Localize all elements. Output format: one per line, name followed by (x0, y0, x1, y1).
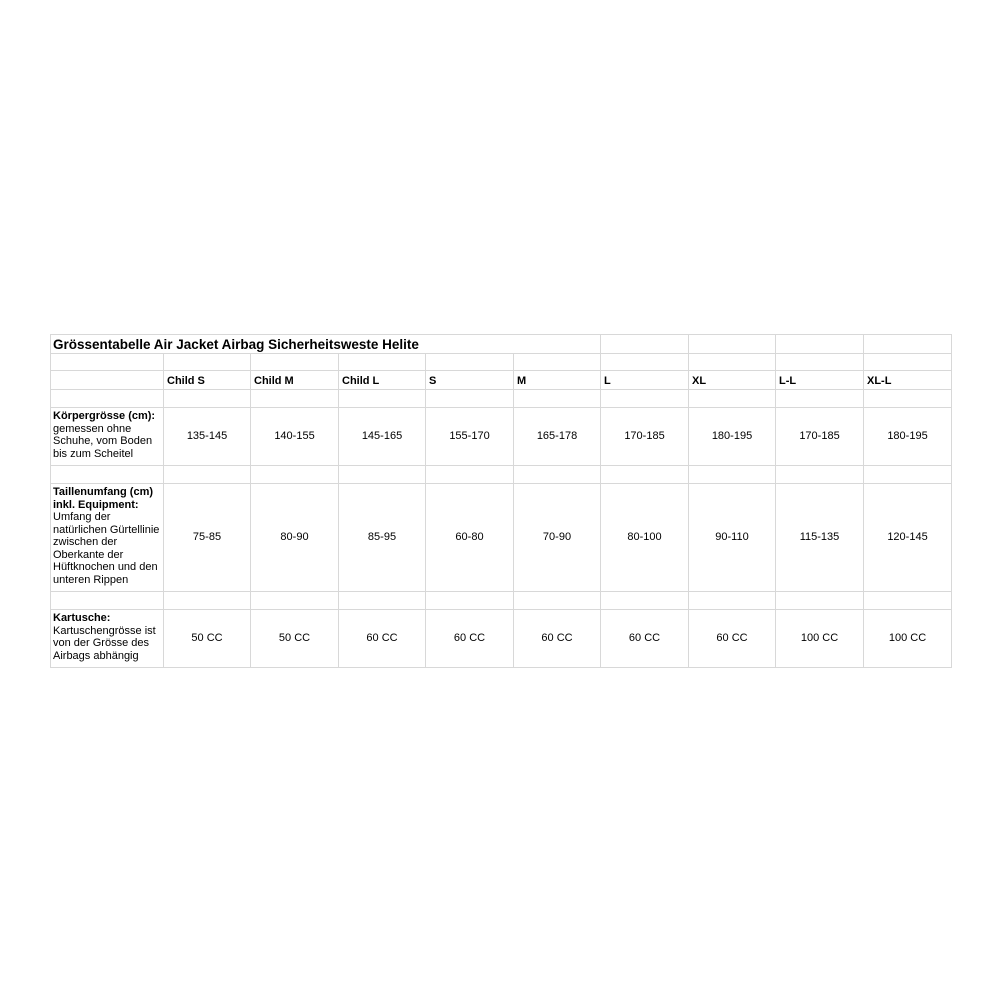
empty-cell (689, 466, 776, 484)
empty-cell (50, 592, 164, 610)
value-cell: 80-100 (601, 484, 689, 592)
empty-cell (251, 466, 339, 484)
value-cell: 140-155 (251, 408, 339, 466)
empty-cell (776, 354, 864, 371)
empty-cell (601, 354, 689, 371)
row-label-cartridge (50, 610, 164, 668)
size-header-child-s: Child S (164, 371, 251, 390)
empty-cell (514, 354, 601, 371)
value-cell: 60 CC (426, 610, 514, 668)
value-cell: 180-195 (864, 408, 952, 466)
value-cell: 80-90 (251, 484, 339, 592)
empty-cell (514, 466, 601, 484)
value-cell: 90-110 (689, 484, 776, 592)
empty-cell (339, 354, 426, 371)
value-cell: 180-195 (689, 408, 776, 466)
value-cell: 60 CC (601, 610, 689, 668)
empty-cell (426, 354, 514, 371)
empty-cell (864, 334, 952, 354)
value-cell: 50 CC (164, 610, 251, 668)
value-cell: 170-185 (776, 408, 864, 466)
empty-cell (251, 390, 339, 408)
size-header-l-l: L-L (776, 371, 864, 390)
empty-cell (164, 466, 251, 484)
value-cell: 60-80 (426, 484, 514, 592)
empty-cell (426, 390, 514, 408)
value-cell: 170-185 (601, 408, 689, 466)
size-header-xl: XL (689, 371, 776, 390)
size-header-xl-l: XL-L (864, 371, 952, 390)
empty-cell (50, 354, 164, 371)
value-cell: 115-135 (776, 484, 864, 592)
row-label-description: Kartuschengrösse ist von der Grösse des Airbags abhängig (53, 624, 156, 662)
row-label-description: gemessen ohne Schuhe, vom Boden bis zum Scheitel (53, 422, 153, 460)
empty-cell (164, 592, 251, 610)
empty-cell (776, 334, 864, 354)
empty-cell (514, 334, 601, 354)
empty-cell (426, 466, 514, 484)
empty-cell (689, 592, 776, 610)
value-cell: 120-145 (864, 484, 952, 592)
empty-cell (864, 354, 952, 371)
size-header-child-m: Child M (251, 371, 339, 390)
row-label-title: Taillenumfang (cm) inkl. Equipment: (53, 486, 154, 511)
empty-cell (50, 371, 164, 390)
row-label-title: Körpergrösse (cm): (53, 410, 156, 422)
empty-cell (689, 334, 776, 354)
size-header-m: M (514, 371, 601, 390)
value-cell: 155-170 (426, 408, 514, 466)
value-cell: 85-95 (339, 484, 426, 592)
empty-cell (601, 390, 689, 408)
empty-cell (601, 334, 689, 354)
empty-cell (339, 592, 426, 610)
empty-cell (864, 390, 952, 408)
value-cell: 60 CC (339, 610, 426, 668)
empty-cell (50, 466, 164, 484)
empty-cell (776, 390, 864, 408)
size-chart-sheet (50, 334, 952, 668)
empty-cell (514, 592, 601, 610)
empty-cell (689, 354, 776, 371)
empty-cell (776, 466, 864, 484)
empty-cell (339, 466, 426, 484)
value-cell: 145-165 (339, 408, 426, 466)
empty-cell (864, 592, 952, 610)
empty-cell (601, 466, 689, 484)
row-label-description: Umfang der natürlichen Gürtellinie zwischen der Oberkante der Hüftknochen und den unteren Rippen (53, 511, 160, 586)
empty-cell (251, 592, 339, 610)
table-title: Grössentabelle Air Jacket Airbag Sicherheitsweste Helite (50, 334, 514, 354)
row-label-waist (50, 484, 164, 592)
empty-cell (50, 390, 164, 408)
empty-cell (601, 592, 689, 610)
value-cell: 60 CC (689, 610, 776, 668)
value-cell: 75-85 (164, 484, 251, 592)
empty-cell (514, 390, 601, 408)
empty-cell (689, 390, 776, 408)
empty-cell (776, 592, 864, 610)
empty-cell (164, 390, 251, 408)
row-label-height (50, 408, 164, 466)
empty-cell (339, 390, 426, 408)
row-label-title: Kartusche: (53, 612, 111, 624)
value-cell: 100 CC (864, 610, 952, 668)
empty-cell (251, 354, 339, 371)
value-cell: 60 CC (514, 610, 601, 668)
empty-cell (164, 354, 251, 371)
value-cell: 100 CC (776, 610, 864, 668)
value-cell: 135-145 (164, 408, 251, 466)
value-cell: 165-178 (514, 408, 601, 466)
value-cell: 70-90 (514, 484, 601, 592)
size-header-child-l: Child L (339, 371, 426, 390)
empty-cell (864, 466, 952, 484)
empty-cell (426, 592, 514, 610)
size-header-l: L (601, 371, 689, 390)
size-header-s: S (426, 371, 514, 390)
value-cell: 50 CC (251, 610, 339, 668)
